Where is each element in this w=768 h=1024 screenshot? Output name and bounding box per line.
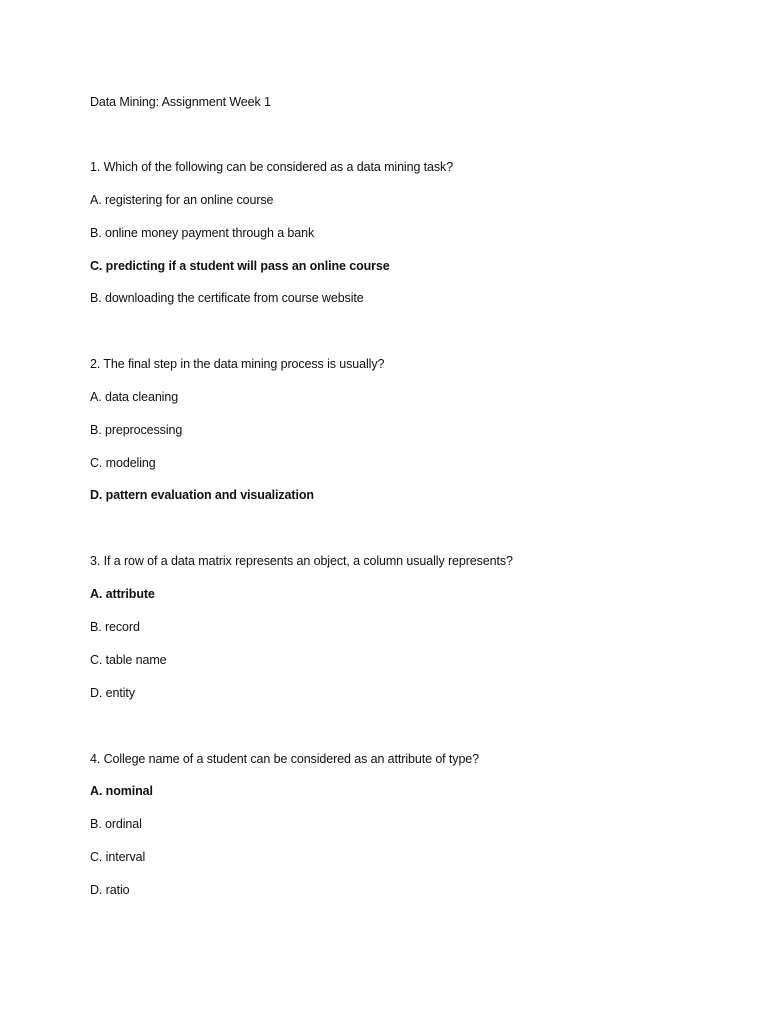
question-2: 2. The final step in the data mining process is usually? <box>90 357 385 371</box>
q4-option-a-answer: A. nominal <box>90 784 153 798</box>
q3-option-d: D. entity <box>90 686 135 700</box>
question-4: 4. College name of a student can be considered as an attribute of type? <box>90 752 479 766</box>
q1-option-b: B. online money payment through a bank <box>90 226 315 240</box>
q3-option-c: C. table name <box>90 653 167 667</box>
q2-option-d-answer: D. pattern evaluation and visualization <box>90 488 314 502</box>
q4-option-d: D. ratio <box>90 883 130 897</box>
q2-option-b: B. preprocessing <box>90 423 183 437</box>
q3-option-a-answer: A. attribute <box>90 587 155 601</box>
question-3: 3. If a row of a data matrix represents an object, a column usually represents? <box>90 554 513 568</box>
q2-option-a: A. data cleaning <box>90 390 179 404</box>
q2-option-c: C. modeling <box>90 456 156 470</box>
q1-option-c-answer: C. predicting if a student will pass an online course <box>90 259 390 273</box>
q4-option-c: C. interval <box>90 850 146 864</box>
q1-option-a: A. registering for an online course <box>90 193 274 207</box>
q4-option-b: B. ordinal <box>90 817 142 831</box>
q1-option-d: B. downloading the certificate from course website <box>90 291 364 305</box>
question-1: 1. Which of the following can be considered as a data mining task? <box>90 160 454 174</box>
document-title: Data Mining: Assignment Week 1 <box>90 95 271 109</box>
q3-option-b: B. record <box>90 620 140 634</box>
